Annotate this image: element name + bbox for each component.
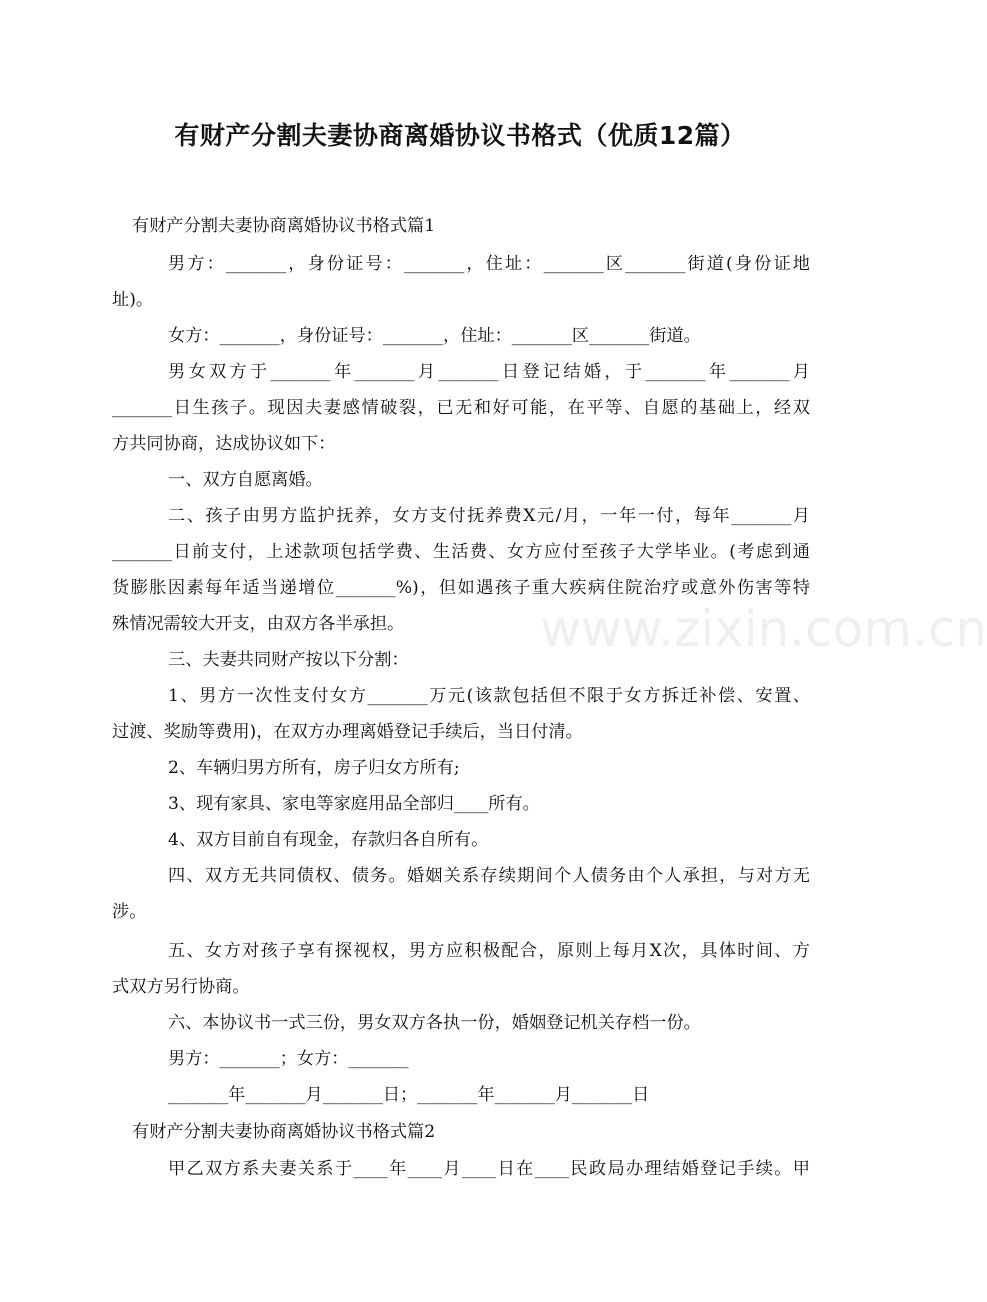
paragraph-line: 货膨胀因素每年适当递增位_______%)，但如遇孩子重大疾病住院治疗或意外伤害等特	[112, 578, 810, 598]
paragraph-line: 男方：_______，身份证号：_______，住址：_______区_______街道(身份证地	[168, 254, 810, 274]
paragraph-line: 1、男方一次性支付女方_______万元(该款包括但不限于女方拆迁补偿、安置、	[168, 686, 810, 706]
paragraph-line: 4、双方目前自有现金，存款归各自所有。	[168, 830, 489, 850]
paragraph-line: _______日生孩子。现因夫妻感情破裂，已无和好可能，在平等、自愿的基础上，经双	[112, 398, 810, 418]
paragraph-line: _______日前支付，上述款项包括学费、生活费、女方应付至孩子大学毕业。(考虑到通	[112, 542, 810, 562]
paragraph-line: 式双方另行协商。	[112, 977, 250, 997]
paragraph-line: 五、女方对孩子享有探视权，男方应积极配合，原则上每月X次，具体时间、方	[168, 941, 810, 961]
paragraph-line: 甲乙双方系夫妻关系于____年____月____日在____民政局办理结婚登记手续。甲	[168, 1159, 810, 1179]
document-title: 有财产分割夫妻协商离婚协议书格式（优质12篇）	[174, 121, 746, 150]
paragraph-line: 男女双方于_______年_______月_______日登记结婚，于_______年_______月	[168, 362, 810, 382]
paragraph-line: 址)。	[112, 290, 154, 310]
signature-line: 男方：_______；女方：_______	[168, 1049, 409, 1069]
date-line: _______年_______月_______日；_______年_______月_______日	[168, 1085, 650, 1105]
paragraph-line: 2、车辆归男方所有，房子归女方所有;	[168, 758, 460, 778]
paragraph-line: 三、夫妻共同财产按以下分割：	[168, 650, 409, 670]
paragraph-line: 二、孩子由男方监护抚养，女方支付抚养费X元/月，一年一付，每年_______月	[168, 506, 810, 526]
paragraph-line: 3、现有家具、家电等家庭用品全部归____所有。	[168, 794, 540, 814]
paragraph-line: 四、双方无共同债权、债务。婚姻关系存续期间个人债务由个人承担，与对方无	[168, 866, 810, 886]
paragraph-line: 殊情况需较大开支，由双方各半承担。	[112, 614, 405, 634]
paragraph-line: 过渡、奖励等费用)，在双方办理离婚登记手续后，当日付清。	[112, 722, 583, 742]
paragraph-line: 女方：_______，身份证号：_______，住址：_______区_______街道。	[168, 326, 701, 346]
watermark: www.zixin.com.cn	[540, 600, 987, 658]
section-heading: 有财产分割夫妻协商离婚协议书格式篇1	[132, 216, 436, 236]
paragraph-line: 一、双方自愿离婚。	[168, 470, 323, 490]
paragraph-line: 涉。	[112, 902, 147, 922]
section-heading: 有财产分割夫妻协商离婚协议书格式篇2	[132, 1122, 436, 1142]
paragraph-line: 六、本协议书一式三份，男女双方各执一份，婚姻登记机关存档一份。	[168, 1013, 701, 1033]
paragraph-line: 方共同协商，达成协议如下：	[112, 434, 336, 454]
